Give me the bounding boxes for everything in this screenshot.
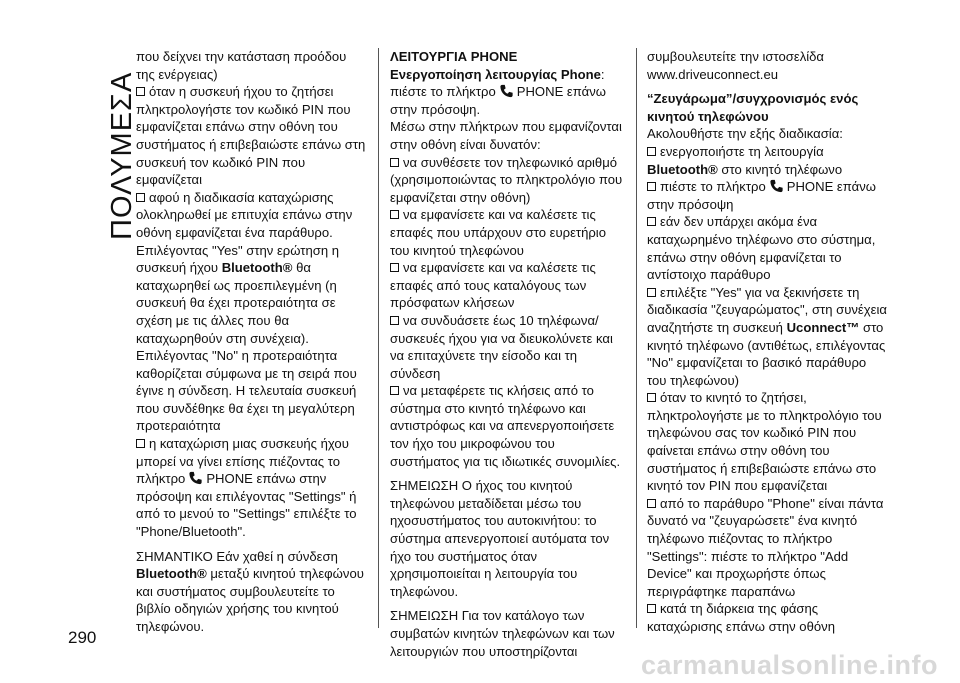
square-bullet-icon	[390, 316, 399, 325]
page-number: 290	[68, 628, 97, 647]
footer-watermark: carmanualsonline.info	[640, 650, 938, 680]
list-item: εάν δεν υπάρχει ακόμα ένα καταχωρημένο τηλέφωνο στο σύστημα, επάνω στην οθόνη εμφανίζεται το αντίστοιχο παράθυρο	[647, 214, 876, 283]
square-bullet-icon	[390, 386, 399, 395]
square-bullet-icon	[647, 288, 656, 297]
paragraph: Ενεργοποίηση λειτουργίας Phone: πιέστε το πλήκτρο PHONE επάνω στην πρόσοψη.	[390, 66, 606, 117]
square-bullet-icon	[647, 499, 656, 508]
list-item: να συνθέσετε τον τηλεφωνικό αριθμό (χρησιμοποιώντας το πληκτρολόγιο που εμφανίζεται στην οθόνη)	[390, 154, 623, 205]
note-paragraph: ΣΗΜΕΙΩΣΗ Για τον κατάλογο των συμβατών κινητών τηλεφώνων και των λειτουργιών που υποστηρίζονται	[390, 608, 615, 659]
square-bullet-icon	[390, 263, 399, 272]
list-item: πιέστε το πλήκτρο PHONE επάνω στην πρόσοψη	[647, 179, 876, 212]
list-item: ενεργοποιήστε τη λειτουργία Bluetooth® στο κινητό τηλέφωνο	[647, 143, 843, 177]
list-item: να συνδυάσετε έως 10 τηλέφωνα/συσκευές ήχου για να διευκολύνετε και να επιταχύνετε την είσοδο και τη σύνδεση	[390, 312, 613, 381]
paragraph: που δείχνει την κατάσταση προόδου της ενέργειας)	[136, 49, 347, 82]
paragraph: ΣΗΜΑΝΤΙΚΟ Εάν χαθεί η σύνδεση Bluetooth® μεταξύ κινητού τηλεφώνου και συστήματος συμβουλευτείτε το βιβλίο οδηγιών χρήσης του κινητού τηλεφώνου.	[136, 548, 364, 634]
list-item: να εμφανίσετε και να καλέσετε τις επαφές που υπάρχουν στο ευρετήριο του κινητού τηλεφώνου	[390, 207, 607, 258]
phone-handset-icon	[499, 84, 514, 98]
square-bullet-icon	[647, 182, 656, 191]
phone-handset-icon	[769, 179, 784, 193]
section-title: ΠΟΛΥΜΕΣΑ	[106, 71, 138, 240]
square-bullet-icon	[390, 158, 399, 167]
list-item: να μεταφέρετε τις κλήσεις από το σύστημα στο κινητό τηλέφωνο και αντιστρόφως και να απενεργοποιήσετε τον ήχο του μικροφώνου του συστήματος για τις ιδιωτικές συνομιλίες.	[390, 383, 621, 469]
square-bullet-icon	[647, 393, 656, 402]
square-bullet-icon	[136, 87, 145, 96]
list-item: επιλέξτε "Yes" για να ξεκινήσετε τη διαδικασία "ζευγαρώματος", στη συνέχεια αναζητήστε τη συσκευή Uconnect™ στο κινητό τηλέφωνο (αντιθέτως, επιλέγοντας "No" εμφανίζεται το βασικό παράθυρο του τηλεφώνου)	[647, 284, 887, 388]
paragraph: Μέσω στην πλήκτρων που εμφανίζονται στην οθόνη είναι δυνατόν:	[390, 119, 622, 152]
section-heading: ΛΕΙΤΟΥΡΓΙΑ PHONE	[390, 49, 518, 64]
list-item: η καταχώριση μιας συσκευής ήχου μπορεί να γίνει επίσης πιέζοντας το πλήκτρο PHONE επάνω στην πρόσοψη και επιλέγοντας "Settings" ή από το μενού το "Settings" επιλέξτε το "Phone/Bluetooth".	[136, 436, 357, 540]
section-heading: “Ζευγάρωμα”/συγχρονισμός ενός κινητού τηλεφώνου	[647, 91, 859, 124]
column-divider	[636, 48, 637, 628]
square-bullet-icon	[647, 217, 656, 226]
list-item: από το παράθυρο "Phone" είναι πάντα δυνατό να "ζευγαρώσετε" ένα κινητό τηλέφωνο πιέζοντας το πλήκτρο "Settings": πιέστε το πλήκτρο "Add Device" και προχωρήστε όπως περιγράφτηκε παραπάνω	[647, 495, 884, 599]
list-item: όταν η συσκευή ήχου το ζητήσει πληκτρολογήστε τον κωδικό PIN που εμφανίζεται επάνω στην οθόνη του συστήματος ή επιβεβαιώστε επάνω στη συσκευή τον κωδικό PIN που εμφανίζεται	[136, 84, 366, 188]
column-divider	[378, 48, 379, 628]
square-bullet-icon	[647, 604, 656, 613]
phone-handset-icon	[188, 471, 203, 485]
column-3	[647, 48, 887, 636]
square-bullet-icon	[647, 147, 656, 156]
list-item: όταν το κινητό το ζητήσει, πληκτρολογήστε με το πληκτρολόγιο του τηλεφώνου σας τον κωδικό PIN που φαίνεται επάνω στην οθόνη του συστήματος ή επιβεβαιώστε επάνω στο κινητό τον PIN που εμφανίζεται	[647, 390, 882, 494]
paragraph: Ακολουθήστε την εξής διαδικασία:	[647, 126, 843, 142]
paragraph: συμβουλευτείτε την ιστοσελίδα www.driveuconnect.eu	[647, 49, 825, 82]
square-bullet-icon	[136, 193, 145, 202]
paragraph: Επιλέγοντας "Yes" στην ερώτηση η συσκευή ήχου Bluetooth® θα καταχωρηθεί ως προεπιλεγμένη (η συσκευή θα έχει προτεραιότητα σε σχέση με τις άλλες που θα καταχωρηθούν στη συνέχεια). Επιλέγοντας "No" η προτεραιότητα καθορίζεται σύμφωνα με τη σειρά που έγινε η σύνδεση. Η τελευταία συσκευή που συνδέθηκε θα έχει τη μεγαλύτερη προτεραιότητα	[136, 242, 357, 434]
column-2	[390, 48, 624, 660]
square-bullet-icon	[136, 439, 145, 448]
list-item: αφού η διαδικασία καταχώρισης ολοκληρωθεί με επιτυχία επάνω στην οθόνη εμφανίζεται ένα παράθυρο.	[136, 189, 353, 240]
list-item: να εμφανίσετε και να καλέσετε τις επαφές από τους καταλόγους των πρόσφατων κλήσεων	[390, 260, 596, 311]
square-bullet-icon	[390, 210, 399, 219]
column-1	[136, 48, 368, 636]
note-paragraph: ΣΗΜΕΙΩΣΗ Ο ήχος του κινητού τηλεφώνου μεταδίδεται μέσω του ηχοσυστήματος του αυτοκινήτου: το σύστημα απενεργοποιεί αυτόματα τον ήχο του συστήματος όταν χρησιμοποιείται η λειτουργία του τηλεφώνου.	[390, 478, 610, 599]
list-item: κατά τη διάρκεια της φάσης καταχώρισης επάνω στην οθόνη	[647, 601, 835, 634]
